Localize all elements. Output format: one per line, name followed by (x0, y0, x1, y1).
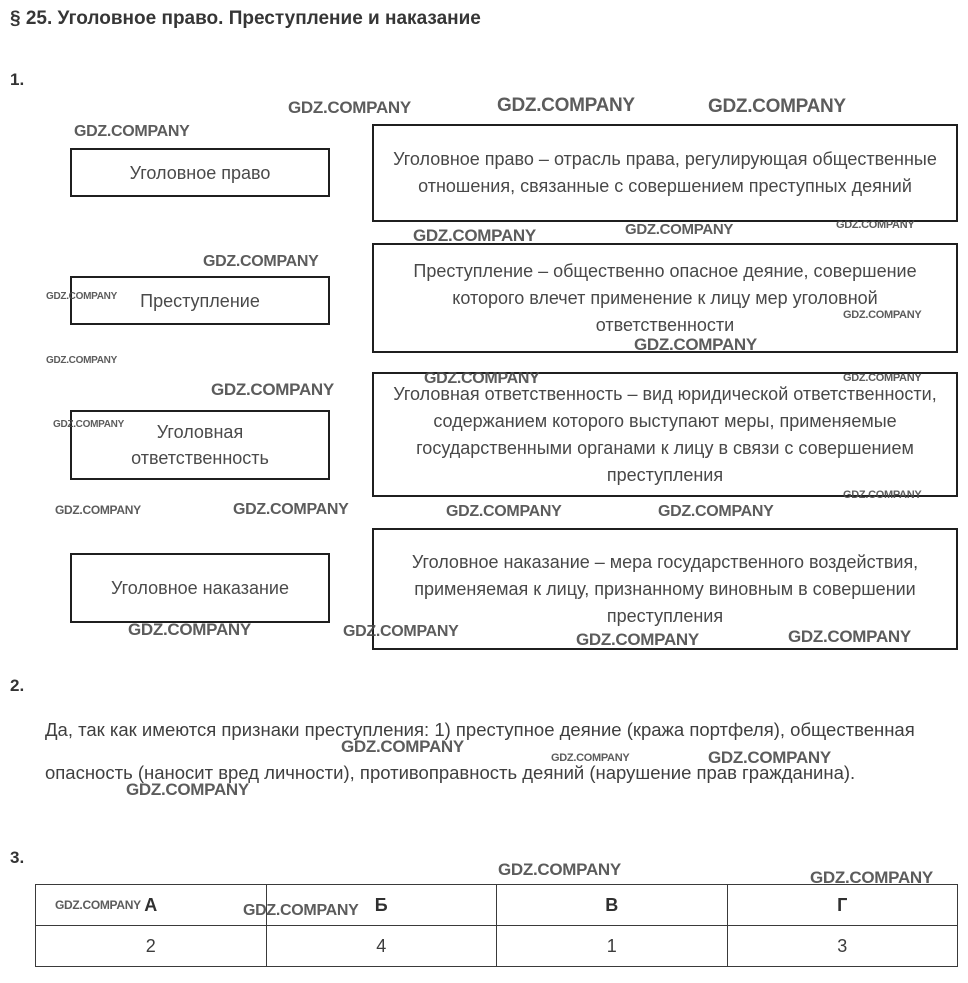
answer-table-header-row (36, 885, 958, 926)
page-title: § 25. Уголовное право. Преступление и наказание (10, 8, 481, 29)
term-box-criminal-law: Уголовное право (70, 148, 330, 197)
watermark-text: GDZ.COMPANY (288, 98, 411, 117)
watermark-text: GDZ.COMPANY (576, 630, 699, 649)
watermark-text: GDZ.COMPANY (843, 372, 922, 384)
watermark-text: GDZ.COMPANY (625, 221, 734, 238)
watermark-text: GDZ.COMPANY (708, 748, 831, 767)
watermark-text: GDZ.COMPANY (497, 95, 635, 116)
term-box-criminal-punishment: Уголовное наказание (70, 553, 330, 623)
watermark-text: GDZ.COMPANY (446, 503, 562, 520)
watermark-text: GDZ.COMPANY (243, 902, 359, 919)
watermark-text: GDZ.COMPANY (233, 501, 349, 518)
watermark-text: GDZ.COMPANY (810, 868, 933, 887)
table-header-a: А (36, 885, 267, 926)
watermark-text: GDZ.COMPANY (843, 489, 922, 501)
table-cell-b: 4 (266, 926, 497, 967)
watermark-text: GDZ.COMPANY (658, 503, 774, 520)
section-3-number: 3. (10, 848, 25, 867)
term-box-crime: Преступление (70, 276, 330, 325)
definition-box-criminal-punishment: Уголовное наказание – мера государственного воздействия, применяемая к лицу, признанному виновным в совершении преступления (372, 528, 958, 650)
definition-box-criminal-liability: Уголовная ответственность – вид юридической ответственности, содержанием которого выступают меры, применяемые государственными органами к лицу в связи с совершением преступления (372, 372, 958, 497)
watermark-text: GDZ.COMPANY (46, 355, 117, 366)
watermark-text: GDZ.COMPANY (551, 752, 630, 764)
watermark-text: GDZ.COMPANY (708, 96, 846, 117)
watermark-text: GDZ.COMPANY (343, 623, 459, 640)
watermark-text: GDZ.COMPANY (498, 860, 621, 879)
watermark-text: GDZ.COMPANY (53, 419, 124, 430)
answer-table (35, 884, 958, 967)
watermark-text: GDZ.COMPANY (55, 503, 141, 517)
watermark-text: GDZ.COMPANY (211, 380, 334, 399)
table-header-g: Г (727, 885, 958, 926)
table-cell-a: 2 (36, 926, 267, 967)
watermark-text: GDZ.COMPANY (55, 898, 141, 912)
watermark-text: GDZ.COMPANY (126, 780, 249, 799)
watermark-text: GDZ.COMPANY (74, 123, 190, 140)
definition-box-criminal-law: Уголовное право – отрасль права, регулирующая общественные отношения, связанные с совершением преступных деяний (372, 124, 958, 222)
watermark-text: GDZ.COMPANY (836, 219, 915, 231)
section-2-number: 2. (10, 676, 25, 695)
watermark-text: GDZ.COMPANY (788, 627, 911, 646)
watermark-text: GDZ.COMPANY (424, 370, 540, 387)
table-header-b: Б (266, 885, 497, 926)
term-box-criminal-liability: Уголовная ответственность (70, 410, 330, 480)
watermark-text: GDZ.COMPANY (413, 226, 536, 245)
watermark-text: GDZ.COMPANY (46, 291, 117, 302)
watermark-text: GDZ.COMPANY (203, 253, 319, 270)
watermark-text: GDZ.COMPANY (843, 309, 922, 321)
table-cell-v: 1 (497, 926, 728, 967)
section-1-number: 1. (10, 70, 25, 89)
watermark-text: GDZ.COMPANY (634, 335, 757, 354)
watermark-text: GDZ.COMPANY (341, 737, 464, 756)
answer-2-text: Да, так как имеются признаки преступления: 1) преступное деяние (кража портфеля), общественная опасность (наносит вред личности), противоправность деяний (нарушение прав гражданина). (45, 719, 915, 783)
definition-box-crime: Преступление – общественно опасное деяние, совершение которого влечет применение к лицу мер уголовной ответственности (372, 243, 958, 353)
watermark-text: GDZ.COMPANY (128, 620, 251, 639)
table-cell-g: 3 (727, 926, 958, 967)
table-header-v: В (497, 885, 728, 926)
answer-table-value-row (36, 926, 958, 967)
